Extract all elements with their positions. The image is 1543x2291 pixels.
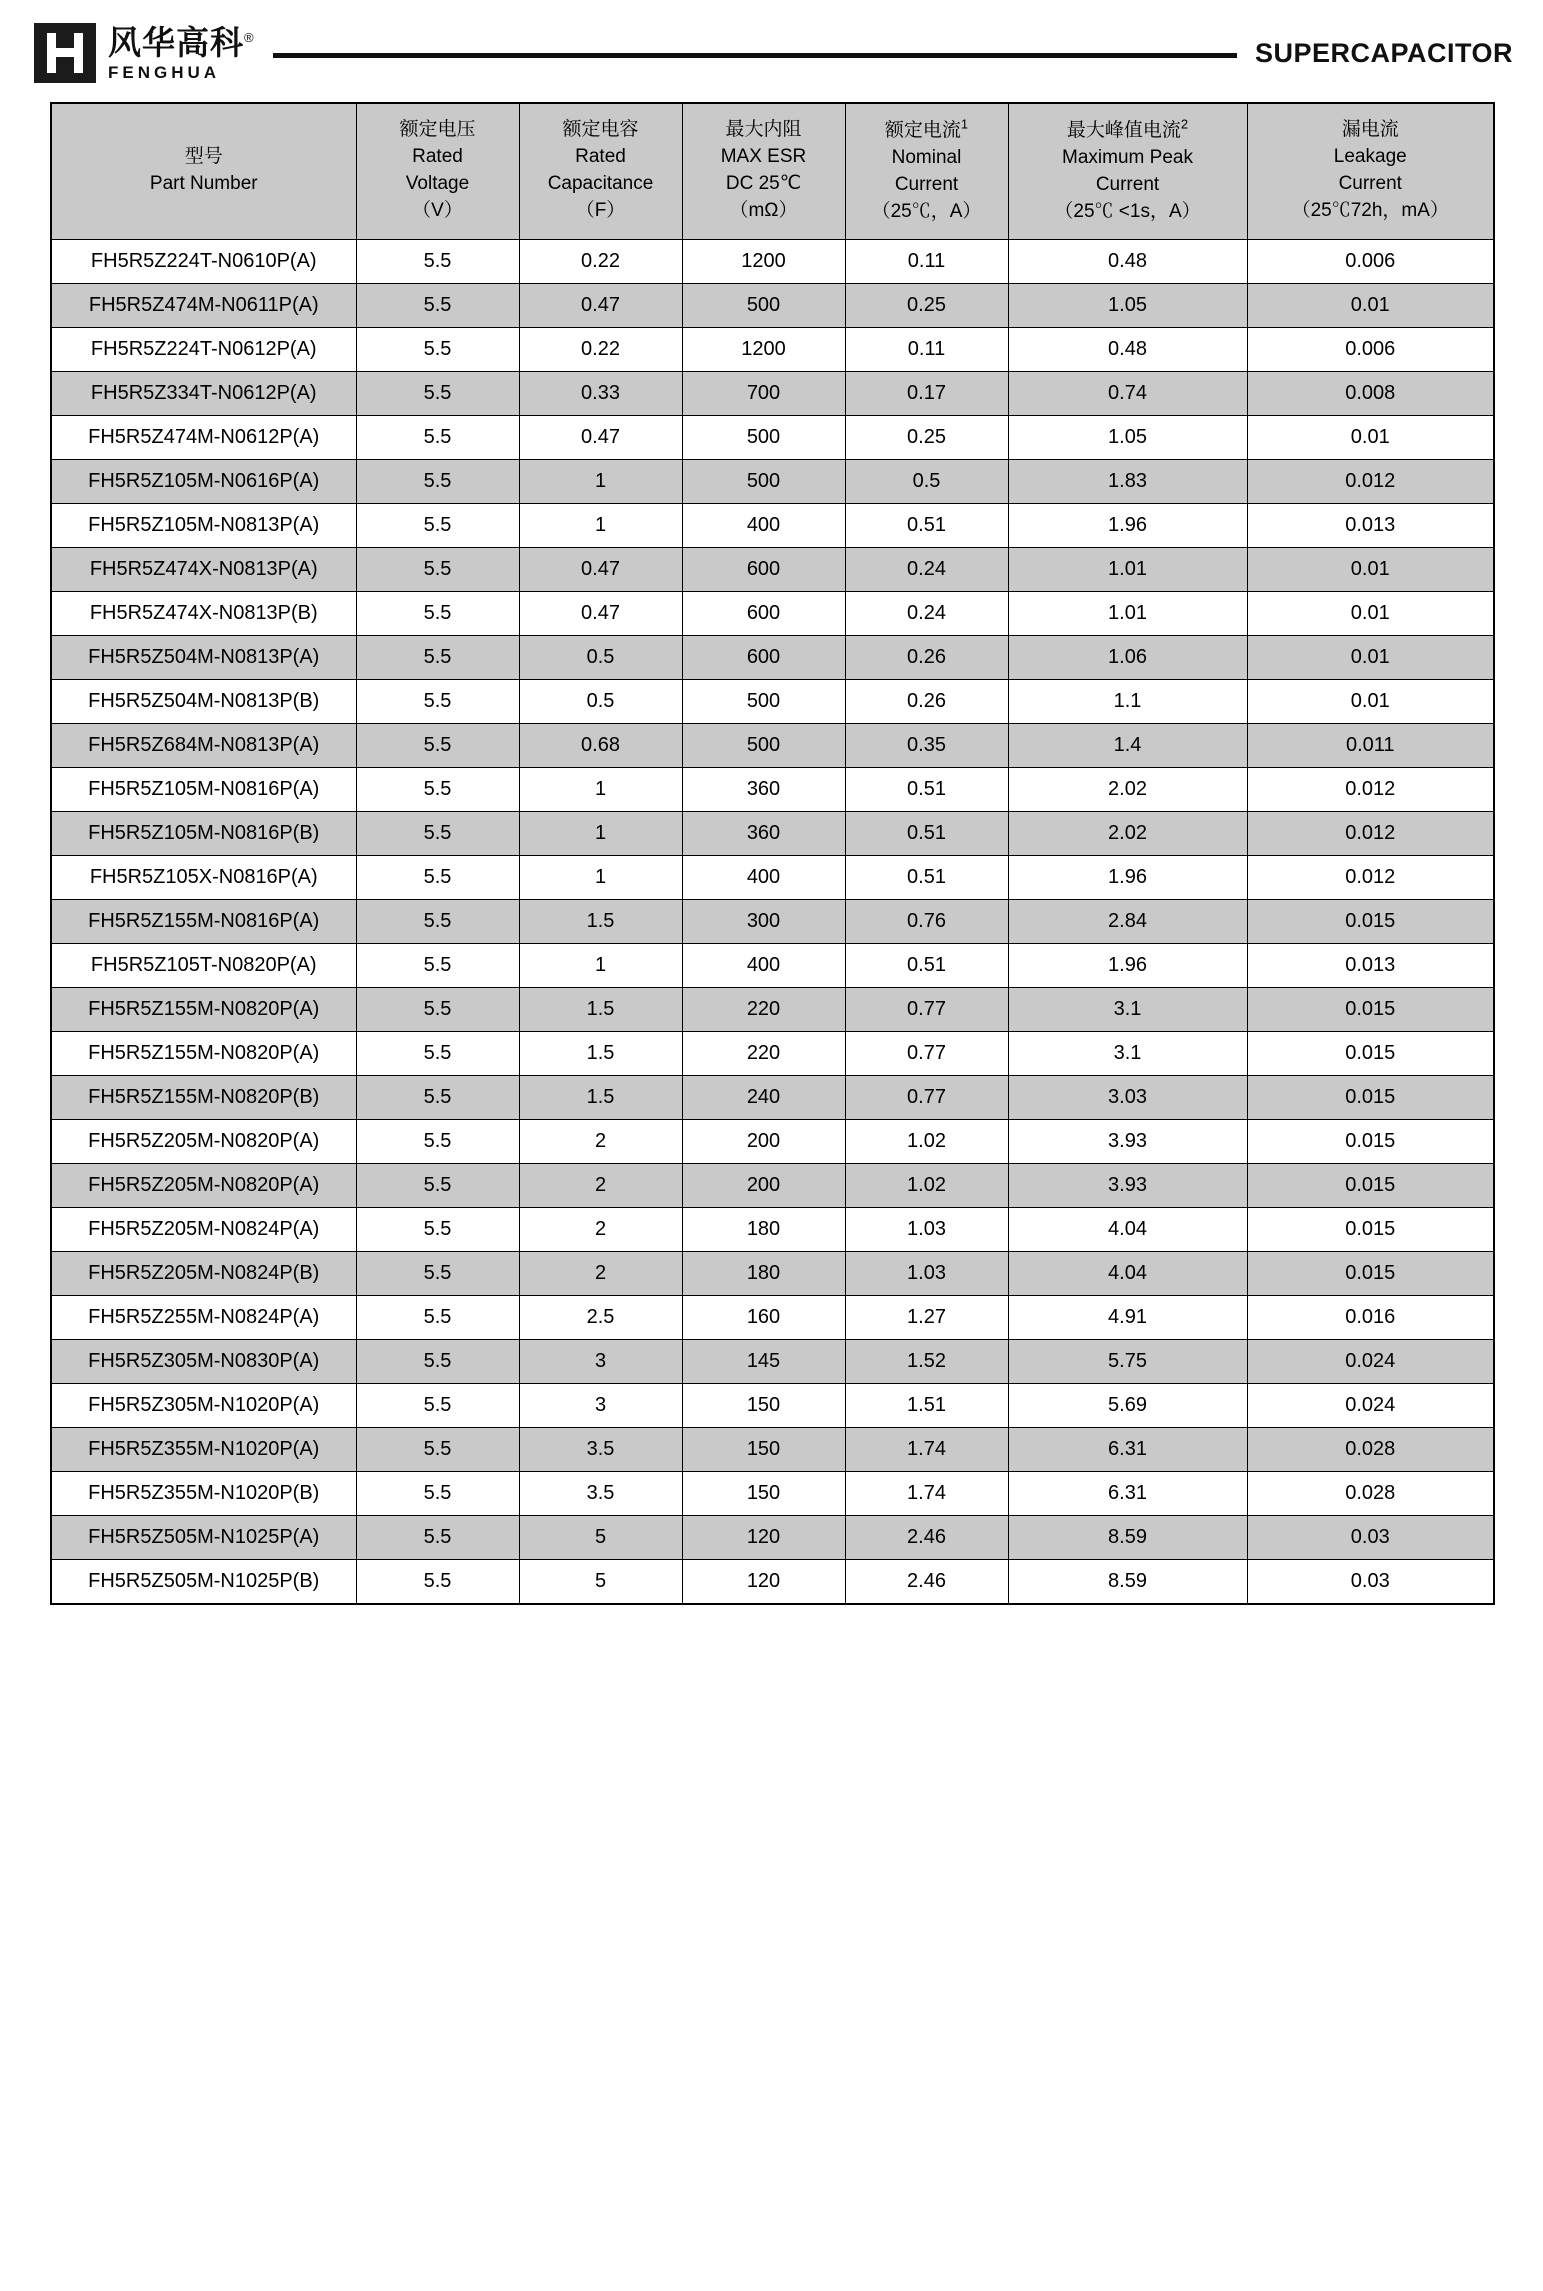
cell-value: 150	[682, 1472, 845, 1516]
cell-value: 0.012	[1247, 460, 1494, 504]
cell-value: 4.91	[1008, 1296, 1247, 1340]
cell-part-number: FH5R5Z105X-N0816P(A)	[51, 856, 356, 900]
cell-value: 3.03	[1008, 1076, 1247, 1120]
column-header-unit: （25℃，A）	[871, 201, 982, 223]
cell-value: 0.51	[845, 812, 1008, 856]
cell-value: 0.03	[1247, 1560, 1494, 1605]
cell-value: 0.51	[845, 856, 1008, 900]
cell-value: 180	[682, 1252, 845, 1296]
logo-chinese-label: 风华高科	[108, 23, 244, 61]
cell-value: 5.5	[356, 768, 519, 812]
table-row	[51, 1296, 1494, 1340]
cell-value: 0.47	[519, 416, 682, 460]
column-header-en2: Current	[1338, 173, 1402, 195]
cell-value: 1.06	[1008, 636, 1247, 680]
cell-value: 3.5	[519, 1472, 682, 1516]
cell-part-number: FH5R5Z474X-N0813P(A)	[51, 548, 356, 592]
cell-value: 0.006	[1247, 240, 1494, 284]
cell-value: 1	[519, 768, 682, 812]
cell-value: 400	[682, 856, 845, 900]
cell-value: 2	[519, 1120, 682, 1164]
column-header-en2: Capacitance	[547, 173, 654, 195]
cell-value: 1.05	[1008, 416, 1247, 460]
cell-value: 500	[682, 416, 845, 460]
column-header-cn: 最大峰值电流$^2$	[1066, 117, 1189, 142]
cell-value: 220	[682, 988, 845, 1032]
cell-part-number: FH5R5Z105M-N0813P(A)	[51, 504, 356, 548]
cell-value: 0.26	[845, 636, 1008, 680]
cell-value: 500	[682, 460, 845, 504]
table-row	[51, 768, 1494, 812]
cell-value: 8.59	[1008, 1560, 1247, 1605]
column-header-en1: Part Number	[149, 173, 258, 195]
table-row	[51, 240, 1494, 284]
table-row	[51, 416, 1494, 460]
cell-value: 5	[519, 1516, 682, 1560]
cell-value: 5.5	[356, 460, 519, 504]
cell-value: 0.5	[519, 636, 682, 680]
column-header-en1: Maximum Peak	[1062, 147, 1193, 169]
column-header-2	[519, 103, 682, 240]
cell-value: 2.84	[1008, 900, 1247, 944]
column-header-cn: 额定电压	[399, 119, 476, 141]
cell-value: 360	[682, 812, 845, 856]
cell-value: 0.012	[1247, 768, 1494, 812]
table-row	[51, 944, 1494, 988]
cell-value: 5.5	[356, 328, 519, 372]
cell-value: 5.69	[1008, 1384, 1247, 1428]
cell-value: 1	[519, 812, 682, 856]
cell-part-number: FH5R5Z334T-N0612P(A)	[51, 372, 356, 416]
cell-value: 0.016	[1247, 1296, 1494, 1340]
column-header-en1: Rated	[575, 146, 626, 168]
cell-value: 4.04	[1008, 1252, 1247, 1296]
cell-value: 500	[682, 680, 845, 724]
cell-value: 0.25	[845, 416, 1008, 460]
cell-value: 2.02	[1008, 812, 1247, 856]
column-header-en1: Rated	[412, 146, 463, 168]
cell-value: 1.1	[1008, 680, 1247, 724]
cell-value: 1.74	[845, 1472, 1008, 1516]
cell-part-number: FH5R5Z474X-N0813P(B)	[51, 592, 356, 636]
column-header-unit: （25℃72h，mA）	[1291, 200, 1449, 222]
cell-value: 5.5	[356, 504, 519, 548]
cell-value: 2.02	[1008, 768, 1247, 812]
cell-value: 0.015	[1247, 988, 1494, 1032]
cell-value: 5.5	[356, 1516, 519, 1560]
cell-value: 0.015	[1247, 1164, 1494, 1208]
cell-value: 3.93	[1008, 1120, 1247, 1164]
table-row	[51, 1340, 1494, 1384]
cell-value: 5.5	[356, 372, 519, 416]
cell-value: 0.35	[845, 724, 1008, 768]
cell-part-number: FH5R5Z155M-N0820P(B)	[51, 1076, 356, 1120]
cell-value: 0.5	[519, 680, 682, 724]
cell-value: 1.03	[845, 1252, 1008, 1296]
cell-value: 600	[682, 548, 845, 592]
table-header-row	[51, 103, 1494, 240]
column-header-en2: Current	[894, 174, 959, 196]
cell-value: 0.028	[1247, 1428, 1494, 1472]
cell-part-number: FH5R5Z355M-N1020P(B)	[51, 1472, 356, 1516]
cell-value: 145	[682, 1340, 845, 1384]
column-header-en1: Nominal	[891, 147, 962, 169]
cell-value: 0.48	[1008, 328, 1247, 372]
cell-value: 1.51	[845, 1384, 1008, 1428]
column-header-unit: （F）	[575, 200, 626, 222]
cell-value: 150	[682, 1428, 845, 1472]
cell-value: 0.008	[1247, 372, 1494, 416]
cell-value: 0.47	[519, 592, 682, 636]
column-header-unit: （mΩ）	[729, 200, 798, 222]
cell-value: 2.46	[845, 1516, 1008, 1560]
cell-value: 1.83	[1008, 460, 1247, 504]
column-header-1	[356, 103, 519, 240]
cell-value: 5.5	[356, 724, 519, 768]
cell-value: 600	[682, 636, 845, 680]
cell-value: 1	[519, 504, 682, 548]
cell-value: 0.012	[1247, 812, 1494, 856]
cell-value: 6.31	[1008, 1428, 1247, 1472]
table-row	[51, 1560, 1494, 1605]
cell-value: 0.24	[845, 548, 1008, 592]
cell-value: 0.013	[1247, 504, 1494, 548]
cell-value: 8.59	[1008, 1516, 1247, 1560]
cell-value: 1.5	[519, 988, 682, 1032]
cell-value: 600	[682, 592, 845, 636]
table-row	[51, 1428, 1494, 1472]
cell-part-number: FH5R5Z105M-N0816P(A)	[51, 768, 356, 812]
cell-value: 0.22	[519, 328, 682, 372]
cell-part-number: FH5R5Z105M-N0816P(B)	[51, 812, 356, 856]
cell-value: 0.013	[1247, 944, 1494, 988]
cell-value: 1.03	[845, 1208, 1008, 1252]
cell-part-number: FH5R5Z505M-N1025P(A)	[51, 1516, 356, 1560]
column-header-0	[51, 103, 356, 240]
table-row	[51, 1384, 1494, 1428]
cell-value: 1.02	[845, 1164, 1008, 1208]
cell-part-number: FH5R5Z205M-N0820P(A)	[51, 1120, 356, 1164]
spec-table-container	[0, 92, 1543, 1625]
cell-value: 5.5	[356, 1340, 519, 1384]
cell-value: 1	[519, 460, 682, 504]
cell-value: 5.5	[356, 1076, 519, 1120]
table-row	[51, 1208, 1494, 1252]
cell-part-number: FH5R5Z474M-N0611P(A)	[51, 284, 356, 328]
cell-value: 2	[519, 1164, 682, 1208]
cell-value: 5.75	[1008, 1340, 1247, 1384]
table-row	[51, 900, 1494, 944]
cell-value: 0.25	[845, 284, 1008, 328]
table-row	[51, 1120, 1494, 1164]
table-row	[51, 1076, 1494, 1120]
cell-value: 2.46	[845, 1560, 1008, 1605]
cell-value: 0.01	[1247, 284, 1494, 328]
table-row	[51, 680, 1494, 724]
cell-value: 5.5	[356, 240, 519, 284]
footnote-marker: 1	[960, 117, 969, 132]
column-header-cn: 最大内阻	[725, 119, 802, 141]
cell-value: 1.5	[519, 900, 682, 944]
cell-value: 0.51	[845, 944, 1008, 988]
cell-value: 160	[682, 1296, 845, 1340]
cell-part-number: FH5R5Z155M-N0816P(A)	[51, 900, 356, 944]
cell-value: 2	[519, 1208, 682, 1252]
cell-value: 220	[682, 1032, 845, 1076]
column-header-5	[1008, 103, 1247, 240]
column-header-3	[682, 103, 845, 240]
cell-value: 0.76	[845, 900, 1008, 944]
registered-trademark-icon: ®	[244, 29, 255, 45]
logo-chinese-name	[108, 23, 255, 61]
table-row	[51, 856, 1494, 900]
cell-part-number: FH5R5Z155M-N0820P(A)	[51, 988, 356, 1032]
cell-value: 180	[682, 1208, 845, 1252]
cell-value: 5.5	[356, 944, 519, 988]
cell-value: 0.74	[1008, 372, 1247, 416]
cell-value: 1.96	[1008, 856, 1247, 900]
column-header-6	[1247, 103, 1494, 240]
cell-value: 5.5	[356, 1120, 519, 1164]
cell-value: 1.01	[1008, 592, 1247, 636]
table-row	[51, 504, 1494, 548]
cell-value: 3	[519, 1340, 682, 1384]
cell-value: 2.5	[519, 1296, 682, 1340]
cell-value: 0.51	[845, 504, 1008, 548]
cell-value: 0.012	[1247, 856, 1494, 900]
cell-value: 700	[682, 372, 845, 416]
table-row	[51, 724, 1494, 768]
cell-value: 6.31	[1008, 1472, 1247, 1516]
column-header-en2: Current	[1095, 174, 1160, 196]
cell-part-number: FH5R5Z355M-N1020P(A)	[51, 1428, 356, 1472]
footnote-marker: 2	[1180, 117, 1189, 132]
cell-part-number: FH5R5Z474M-N0612P(A)	[51, 416, 356, 460]
cell-part-number: FH5R5Z105T-N0820P(A)	[51, 944, 356, 988]
cell-value: 1200	[682, 328, 845, 372]
cell-value: 1.4	[1008, 724, 1247, 768]
cell-value: 500	[682, 724, 845, 768]
cell-value: 360	[682, 768, 845, 812]
header-divider	[273, 53, 1237, 58]
cell-value: 0.24	[845, 592, 1008, 636]
cell-part-number: FH5R5Z205M-N0820P(A)	[51, 1164, 356, 1208]
table-row	[51, 1516, 1494, 1560]
cell-part-number: FH5R5Z105M-N0616P(A)	[51, 460, 356, 504]
column-header-unit: （25℃ <1s，A）	[1054, 201, 1201, 223]
cell-value: 2	[519, 1252, 682, 1296]
column-header-4	[845, 103, 1008, 240]
cell-value: 5.5	[356, 1032, 519, 1076]
column-header-en1: MAX ESR	[720, 146, 807, 168]
table-row	[51, 1472, 1494, 1516]
cell-value: 1.74	[845, 1428, 1008, 1472]
column-header-cn: 型号	[184, 146, 223, 168]
cell-part-number: FH5R5Z305M-N0830P(A)	[51, 1340, 356, 1384]
cell-value: 0.024	[1247, 1384, 1494, 1428]
cell-value: 3.1	[1008, 1032, 1247, 1076]
cell-value: 0.006	[1247, 328, 1494, 372]
cell-value: 0.01	[1247, 680, 1494, 724]
cell-part-number: FH5R5Z224T-N0610P(A)	[51, 240, 356, 284]
cell-value: 0.77	[845, 1032, 1008, 1076]
cell-value: 5.5	[356, 812, 519, 856]
cell-value: 0.47	[519, 284, 682, 328]
cell-value: 5.5	[356, 1560, 519, 1605]
cell-value: 5.5	[356, 680, 519, 724]
cell-value: 5	[519, 1560, 682, 1605]
cell-value: 150	[682, 1384, 845, 1428]
cell-value: 5.5	[356, 416, 519, 460]
cell-value: 3.1	[1008, 988, 1247, 1032]
cell-value: 0.01	[1247, 416, 1494, 460]
cell-value: 0.024	[1247, 1340, 1494, 1384]
cell-value: 5.5	[356, 1164, 519, 1208]
cell-value: 0.11	[845, 328, 1008, 372]
logo-text	[108, 23, 255, 82]
cell-value: 400	[682, 504, 845, 548]
cell-value: 200	[682, 1120, 845, 1164]
cell-value: 5.5	[356, 1472, 519, 1516]
column-header-unit: （V）	[412, 200, 463, 222]
table-row	[51, 548, 1494, 592]
cell-value: 0.015	[1247, 1208, 1494, 1252]
cell-value: 0.015	[1247, 1120, 1494, 1164]
cell-value: 1.5	[519, 1076, 682, 1120]
cell-value: 0.48	[1008, 240, 1247, 284]
cell-value: 1.52	[845, 1340, 1008, 1384]
table-body	[51, 240, 1494, 1605]
cell-value: 0.77	[845, 988, 1008, 1032]
cell-value: 0.01	[1247, 636, 1494, 680]
cell-value: 120	[682, 1560, 845, 1605]
cell-value: 300	[682, 900, 845, 944]
cell-value: 200	[682, 1164, 845, 1208]
cell-value: 5.5	[356, 1296, 519, 1340]
cell-value: 5.5	[356, 592, 519, 636]
column-header-cn: 额定电流$^1$	[884, 117, 969, 142]
cell-value: 0.11	[845, 240, 1008, 284]
cell-value: 5.5	[356, 636, 519, 680]
page-title: SUPERCAPACITOR	[1254, 37, 1513, 68]
cell-value: 5.5	[356, 1252, 519, 1296]
cell-value: 0.015	[1247, 1076, 1494, 1120]
cell-part-number: FH5R5Z205M-N0824P(A)	[51, 1208, 356, 1252]
cell-value: 0.26	[845, 680, 1008, 724]
cell-value: 240	[682, 1076, 845, 1120]
column-header-en1: Leakage	[1333, 146, 1407, 168]
cell-value: 5.5	[356, 900, 519, 944]
cell-part-number: FH5R5Z504M-N0813P(A)	[51, 636, 356, 680]
cell-part-number: FH5R5Z505M-N1025P(B)	[51, 1560, 356, 1605]
cell-value: 0.17	[845, 372, 1008, 416]
cell-value: 1	[519, 856, 682, 900]
cell-value: 0.33	[519, 372, 682, 416]
cell-value: 5.5	[356, 548, 519, 592]
cell-value: 3	[519, 1384, 682, 1428]
column-header-en2: DC 25℃	[725, 173, 802, 195]
fenghua-logo-icon	[34, 23, 96, 83]
cell-value: 4.04	[1008, 1208, 1247, 1252]
cell-value: 0.01	[1247, 592, 1494, 636]
cell-part-number: FH5R5Z684M-N0813P(A)	[51, 724, 356, 768]
cell-value: 0.5	[845, 460, 1008, 504]
table-row	[51, 372, 1494, 416]
table-row	[51, 1252, 1494, 1296]
cell-value: 0.22	[519, 240, 682, 284]
specification-table	[50, 102, 1495, 1605]
cell-value: 1.96	[1008, 944, 1247, 988]
cell-value: 0.015	[1247, 900, 1494, 944]
cell-value: 0.77	[845, 1076, 1008, 1120]
column-header-cn: 漏电流	[1341, 119, 1399, 141]
table-row	[51, 460, 1494, 504]
cell-value: 3.93	[1008, 1164, 1247, 1208]
column-header-en2: Voltage	[405, 173, 470, 195]
cell-part-number: FH5R5Z255M-N0824P(A)	[51, 1296, 356, 1340]
table-row	[51, 284, 1494, 328]
cell-value: 0.015	[1247, 1252, 1494, 1296]
table-row	[51, 1032, 1494, 1076]
column-header-cn: 额定电容	[562, 119, 639, 141]
table-row	[51, 812, 1494, 856]
cell-value: 5.5	[356, 1384, 519, 1428]
cell-value: 3.5	[519, 1428, 682, 1472]
cell-value: 1	[519, 944, 682, 988]
cell-value: 120	[682, 1516, 845, 1560]
page-header	[0, 0, 1543, 92]
table-row	[51, 592, 1494, 636]
cell-value: 0.011	[1247, 724, 1494, 768]
table-row	[51, 1164, 1494, 1208]
logo-english-name: FENGHUA	[108, 62, 221, 82]
company-logo	[34, 23, 255, 83]
cell-value: 500	[682, 284, 845, 328]
cell-value: 5.5	[356, 284, 519, 328]
cell-part-number: FH5R5Z155M-N0820P(A)	[51, 1032, 356, 1076]
cell-part-number: FH5R5Z205M-N0824P(B)	[51, 1252, 356, 1296]
cell-value: 5.5	[356, 856, 519, 900]
cell-value: 1.05	[1008, 284, 1247, 328]
cell-value: 5.5	[356, 1428, 519, 1472]
cell-value: 1.5	[519, 1032, 682, 1076]
cell-value: 5.5	[356, 1208, 519, 1252]
cell-value: 0.51	[845, 768, 1008, 812]
cell-value: 0.03	[1247, 1516, 1494, 1560]
cell-value: 1.01	[1008, 548, 1247, 592]
cell-part-number: FH5R5Z504M-N0813P(B)	[51, 680, 356, 724]
cell-part-number: FH5R5Z224T-N0612P(A)	[51, 328, 356, 372]
cell-value: 400	[682, 944, 845, 988]
cell-value: 0.47	[519, 548, 682, 592]
cell-value: 0.68	[519, 724, 682, 768]
cell-value: 1.96	[1008, 504, 1247, 548]
cell-part-number: FH5R5Z305M-N1020P(A)	[51, 1384, 356, 1428]
cell-value: 1200	[682, 240, 845, 284]
cell-value: 0.01	[1247, 548, 1494, 592]
table-row	[51, 328, 1494, 372]
table-row	[51, 636, 1494, 680]
cell-value: 1.27	[845, 1296, 1008, 1340]
cell-value: 0.028	[1247, 1472, 1494, 1516]
table-row	[51, 988, 1494, 1032]
cell-value: 5.5	[356, 988, 519, 1032]
cell-value: 1.02	[845, 1120, 1008, 1164]
cell-value: 0.015	[1247, 1032, 1494, 1076]
